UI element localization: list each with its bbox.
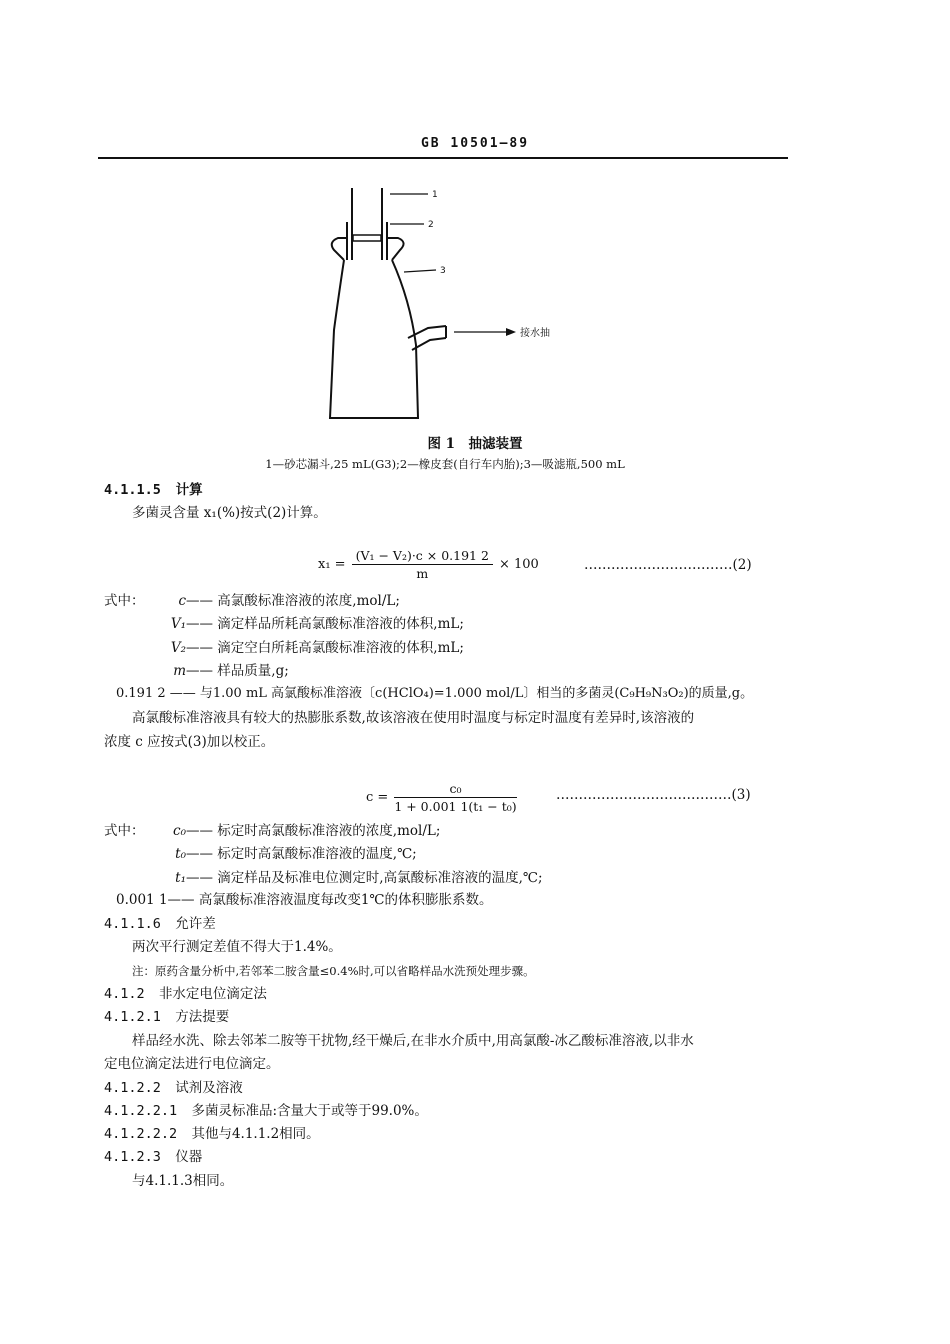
expansion-paragraph-line-2: 浓度 c 应按式(3)加以校正。 — [104, 734, 275, 750]
eq2-denominator: m — [416, 566, 429, 581]
section-4-1-1-5-heading — [104, 481, 203, 499]
eq2-fraction — [352, 548, 493, 581]
eq2-tail: × 100 — [498, 557, 539, 572]
section-title: 计算 — [175, 482, 203, 498]
pump-label: 接水抽 — [520, 328, 550, 339]
section-4-1-2-2-1: 4.1.2.2.1 多菌灵标准品:含量大于或等于99.0%。 — [104, 1103, 428, 1119]
tolerance-text: 两次平行测定差值不得大于1.4%。 — [132, 939, 342, 955]
section-4-1-2-heading: 4.1.2 非水定电位滴定法 — [104, 986, 267, 1002]
method-line-2: 定电位滴定法进行电位滴定。 — [104, 1056, 280, 1072]
eq3-lhs: c = — [366, 790, 389, 805]
eq3-fraction — [394, 781, 516, 814]
def-row: m—— 样品质量,g; — [173, 663, 289, 679]
section-4-1-2-2-2: 4.1.2.2.2 其他与4.1.1.2相同。 — [104, 1126, 320, 1142]
constant-definition: 0.191 2 —— 与1.00 mL 高氯酸标准溶液〔c(HClO₄)=1.000 mol/L〕相当的多菌灵(C₉H₉N₃O₂)的质量,g。 — [116, 686, 754, 701]
section-4-1-2-3-heading: 4.1.2.3 仪器 — [104, 1149, 203, 1165]
def-row: t₁—— 滴定样品及标准电位测定时,高氯酸标准溶液的温度,℃; — [175, 870, 543, 886]
equation-3 — [366, 781, 517, 814]
def-row: c₀—— 标定时高氯酸标准溶液的浓度,mol/L; — [173, 823, 441, 839]
section-number: 4.1.1.5 — [104, 482, 161, 498]
callout-1: 1 — [432, 190, 438, 200]
standard-number-header: GB 10501—89 — [420, 136, 530, 151]
filtration-apparatus-figure — [300, 180, 600, 430]
section-4-1-1-6-heading: 4.1.1.6 允许差 — [104, 916, 216, 932]
figure-title: 图 1 抽滤装置 — [427, 436, 523, 452]
coefficient-definition: 0.001 1—— 高氯酸标准溶液温度每改变1℃的体积膨胀系数。 — [116, 892, 493, 908]
eq2-lhs: x₁ = — [318, 557, 346, 572]
eq2-tag: ……………………………(2) — [584, 557, 752, 573]
def-row: t₀—— 标定时高氯酸标准溶液的温度,℃; — [175, 846, 417, 862]
section-4-1-2-1-heading: 4.1.2.1 方法提要 — [104, 1009, 230, 1025]
callout-3: 3 — [440, 266, 446, 276]
callout-2: 2 — [428, 220, 434, 230]
eq2-numerator: (V₁ − V₂)·c × 0.191 2 — [352, 548, 493, 565]
figure-legend: 1—砂芯漏斗,25 mL(G3);2—橡皮套(自行车内胎);3—吸滤瓶,500 mL — [265, 457, 625, 471]
def-row: V₂—— 滴定空白所耗高氯酸标准溶液的体积,mL; — [170, 640, 464, 656]
def-row: c—— 高氯酸标准溶液的浓度,mol/L; — [178, 593, 400, 609]
expansion-paragraph-line-1: 高氯酸标准溶液具有较大的热膨胀系数,故该溶液在使用时温度与标定时温度有差异时,该溶液的 — [132, 710, 695, 726]
note-text: 注：原药含量分析中,若邻苯二胺含量≤0.4%时,可以省略样品水洗预处理步骤。 — [132, 964, 535, 978]
method-line-1: 样品经水洗、除去邻苯二胺等干扰物,经干燥后,在非水介质中,用高氯酸-冰乙酸标准溶液,以非水 — [132, 1033, 694, 1049]
section-4-1-2-2-heading: 4.1.2.2 试剂及溶液 — [104, 1080, 243, 1096]
same-as-text: 与4.1.1.3相同。 — [132, 1173, 234, 1189]
header-rule — [98, 157, 788, 159]
equation-2 — [318, 548, 539, 581]
eq3-denominator: 1 + 0.001 1(t₁ − t₀) — [394, 799, 517, 814]
where-label: 式中： — [104, 593, 145, 609]
eq3-tag: …………………………………(3) — [556, 787, 751, 803]
where-label-2: 式中： — [104, 823, 145, 839]
calc-intro: 多菌灵含量 x₁(%)按式(2)计算。 — [132, 505, 327, 521]
def-row: V₁—— 滴定样品所耗高氯酸标准溶液的体积,mL; — [170, 616, 464, 632]
eq3-numerator: c₀ — [394, 781, 516, 798]
